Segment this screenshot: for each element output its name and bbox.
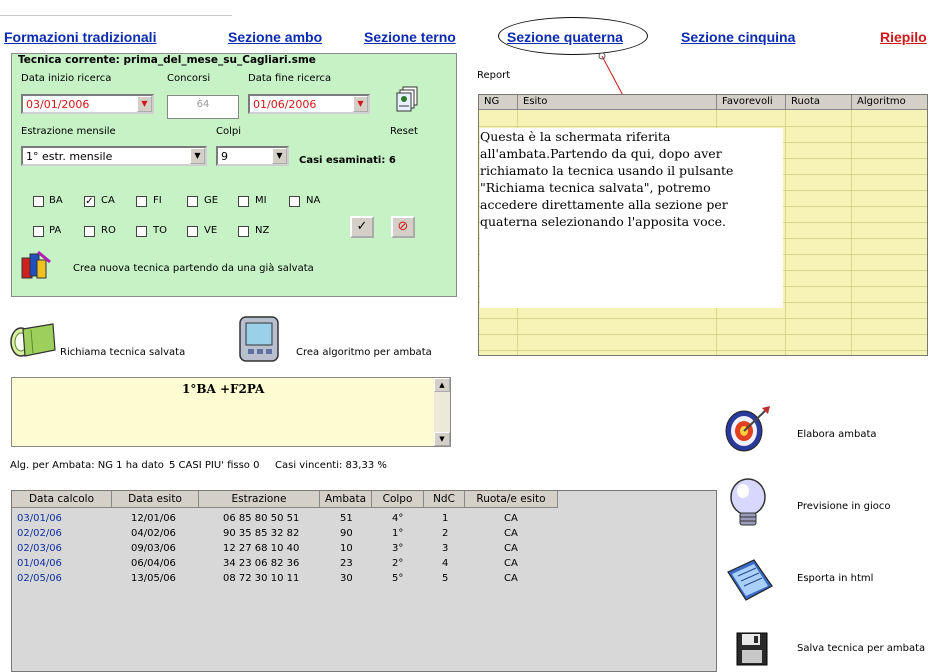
data-inizio-value: 03/01/2006 <box>26 98 90 111</box>
cell-colpo: 4° <box>392 513 404 524</box>
cell-ndc: 5 <box>442 573 449 584</box>
flashlight-icon[interactable] <box>9 316 59 362</box>
checkbox-label: BA <box>49 195 63 206</box>
no-entry-icon: ⊘ <box>397 219 409 234</box>
checkbox-label: TO <box>153 225 167 236</box>
summary-vincenti: Casi vincenti: 83,33 % <box>275 460 387 471</box>
formula-text: 1°BA +F2PA <box>182 382 265 396</box>
cell-colpo: 2° <box>392 558 404 569</box>
data-fine-value: 01/06/2006 <box>253 98 317 111</box>
cell-data-calcolo: 02/03/06 <box>17 543 62 554</box>
checkbox-na[interactable] <box>289 196 300 207</box>
cell-data-esito: 06/04/06 <box>131 558 176 569</box>
cell-data-esito: 13/05/06 <box>131 573 176 584</box>
nav-riepilogo[interactable]: Riepilo <box>880 29 927 45</box>
checkbox-fi[interactable] <box>136 196 147 207</box>
estrazione-value: 1° estr. mensile <box>26 150 113 163</box>
nav-sezione-cinquina[interactable]: Sezione cinquina <box>681 29 796 45</box>
cell-colpo: 1° <box>392 528 404 539</box>
chevron-down-icon[interactable]: ▼ <box>353 96 368 112</box>
grid-line <box>851 110 852 356</box>
col-data-calcolo[interactable]: Data calcolo <box>12 491 112 508</box>
cell-data-calcolo: 01/04/06 <box>17 558 62 569</box>
checkbox-pa[interactable] <box>33 226 44 237</box>
nuova-tecnica-icon[interactable] <box>20 248 54 282</box>
concorsi-field <box>167 95 239 119</box>
cell-ruota-esito: CA <box>504 558 518 569</box>
checkbox-mi[interactable] <box>238 196 249 207</box>
data-inizio-select[interactable] <box>21 94 154 114</box>
checkbox-ba[interactable] <box>33 196 44 207</box>
grid-line <box>479 350 928 351</box>
check-icon: ✓ <box>356 219 368 234</box>
top-divider <box>0 15 232 16</box>
formula-scrollbar[interactable] <box>434 378 450 446</box>
cell-estrazione: 06 85 80 50 51 <box>223 513 300 524</box>
col-ndc[interactable]: NdC <box>424 491 465 508</box>
cell-estrazione: 08 72 30 10 11 <box>223 573 300 584</box>
panel-title: Tecnica corrente: prima_del_mese_su_Cagliari.sme <box>18 54 316 66</box>
reset-icon[interactable] <box>396 86 420 114</box>
checkbox-label: RO <box>101 225 116 236</box>
note-line: richiamato la tecnica usando il pulsante <box>480 163 734 178</box>
report-label: Report <box>477 70 511 81</box>
checkbox-ve[interactable] <box>187 226 198 237</box>
cell-ambata: 10 <box>340 543 353 554</box>
note-line: Questa è la schermata riferita <box>480 129 671 144</box>
data-fine-select[interactable] <box>248 94 370 114</box>
scroll-down-icon[interactable]: ▼ <box>434 432 450 446</box>
checkbox-ca[interactable]: ✓ <box>85 196 94 207</box>
pda-icon[interactable] <box>237 314 283 364</box>
cell-ambata: 23 <box>340 558 353 569</box>
cancel-button[interactable] <box>391 216 415 238</box>
report-col-favorevoli[interactable]: Favorevoli <box>717 95 786 110</box>
checkbox-label: VE <box>204 225 218 236</box>
checkbox-label: NZ <box>255 225 270 236</box>
report-col-algoritmo[interactable]: Algoritmo <box>852 95 928 110</box>
checkbox-label: GE <box>204 195 219 206</box>
col-data-esito[interactable]: Data esito <box>112 491 199 508</box>
cell-ruota-esito: CA <box>504 513 518 524</box>
book-icon[interactable] <box>724 556 776 606</box>
colpi-select[interactable] <box>216 146 289 166</box>
cell-data-esito: 09/03/06 <box>131 543 176 554</box>
cell-ndc: 4 <box>442 558 449 569</box>
cell-colpo: 5° <box>392 573 404 584</box>
col-ruota-esito[interactable]: Ruota/e esito <box>465 491 558 508</box>
nav-sezione-terno[interactable]: Sezione terno <box>364 29 456 45</box>
note-line: "Richiama tecnica salvata", potremo <box>480 180 711 195</box>
nav-formazioni-tradizionali[interactable]: Formazioni tradizionali <box>4 29 157 45</box>
concorsi-value: 64 <box>196 99 210 110</box>
lightbulb-icon[interactable] <box>727 477 771 529</box>
colpi-value: 9 <box>221 150 228 163</box>
cell-ndc: 1 <box>442 513 449 524</box>
crea-algoritmo-label[interactable]: Crea algoritmo per ambata <box>296 347 432 358</box>
chevron-down-icon[interactable]: ▼ <box>137 96 152 112</box>
checkbox-label: NA <box>306 195 321 206</box>
reset-label[interactable]: Reset <box>390 126 418 137</box>
nav-sezione-quaterna[interactable]: Sezione quaterna <box>507 29 623 45</box>
casi-esaminati: Casi esaminati: 6 <box>299 155 396 166</box>
note-line: quaterna selezionando l'apposita voce. <box>480 214 726 229</box>
cell-ndc: 3 <box>442 543 449 554</box>
chevron-down-icon[interactable]: ▼ <box>190 148 205 164</box>
checkbox-label: FI <box>153 195 162 206</box>
estrazione-label: Estrazione mensile <box>21 126 116 137</box>
cell-data-calcolo: 02/05/06 <box>17 573 62 584</box>
note-line: all'ambata.Partendo da qui, dopo aver <box>480 146 722 161</box>
grid-line <box>785 110 786 356</box>
cell-data-calcolo: 03/01/06 <box>17 513 62 524</box>
checkbox-ro[interactable] <box>84 226 95 237</box>
previsione-label[interactable]: Previsione in gioco <box>797 501 891 512</box>
formula-textarea[interactable] <box>11 377 451 447</box>
checkbox-label: CA <box>101 195 115 206</box>
concorsi-label: Concorsi <box>167 73 211 84</box>
cell-colpo: 3° <box>392 543 404 554</box>
salva-tecnica-label[interactable]: Salva tecnica per ambata <box>797 643 926 654</box>
data-fine-label: Data fine ricerca <box>248 73 332 84</box>
report-col-esito[interactable]: Esito <box>518 95 717 110</box>
nuova-tecnica-label[interactable]: Crea nuova tecnica partendo da una già salvata <box>73 263 314 274</box>
scroll-up-icon[interactable]: ▲ <box>434 378 450 392</box>
richiama-tecnica-label[interactable]: Richiama tecnica salvata <box>60 347 186 358</box>
colpi-label: Colpi <box>216 126 242 137</box>
confirm-button[interactable] <box>350 216 374 238</box>
cell-ambata: 30 <box>340 573 353 584</box>
tecnica-panel <box>11 53 457 297</box>
summary-alg: Alg. per Ambata: NG 1 ha dato <box>10 460 164 471</box>
cell-data-calcolo: 02/02/06 <box>17 528 62 539</box>
esporta-label[interactable]: Esporta in html <box>797 573 874 584</box>
col-estrazione[interactable]: Estrazione <box>199 491 320 508</box>
cell-ambata: 51 <box>340 513 353 524</box>
estrazione-select[interactable] <box>21 146 207 166</box>
checkbox-to[interactable] <box>136 226 147 237</box>
checkbox-nz[interactable] <box>238 226 249 237</box>
grid-line <box>479 318 928 319</box>
cell-data-esito: 04/02/06 <box>131 528 176 539</box>
report-col-ng[interactable]: NG <box>479 95 518 110</box>
cell-ruota-esito: CA <box>504 573 518 584</box>
elabora-ambata-label[interactable]: Elabora ambata <box>797 429 877 440</box>
cell-ruota-esito: CA <box>504 543 518 554</box>
nav-sezione-ambo[interactable]: Sezione ambo <box>228 29 323 45</box>
grid-line <box>479 334 928 335</box>
cell-estrazione: 12 27 68 10 40 <box>223 543 300 554</box>
results-table[interactable] <box>11 490 717 672</box>
chevron-down-icon[interactable]: ▼ <box>272 148 287 164</box>
checkbox-label: MI <box>255 195 267 206</box>
checkbox-label: PA <box>49 225 62 236</box>
floppy-save-icon[interactable] <box>735 631 771 669</box>
report-col-ruota[interactable]: Ruota <box>786 95 852 110</box>
target-icon[interactable] <box>722 404 772 454</box>
cell-ambata: 90 <box>340 528 353 539</box>
col-ambata[interactable]: Ambata <box>320 491 372 508</box>
col-colpo[interactable]: Colpo <box>372 491 424 508</box>
cell-ruota-esito: CA <box>504 528 518 539</box>
data-inizio-label: Data inizio ricerca <box>21 73 112 84</box>
checkbox-ge[interactable] <box>187 196 198 207</box>
summary-casi-piu: 5 CASI PIU' fisso 0 <box>169 460 260 471</box>
cell-estrazione: 90 35 85 32 82 <box>223 528 300 539</box>
cell-ndc: 2 <box>442 528 449 539</box>
note-line: accedere direttamente alla sezione per <box>480 197 728 212</box>
cell-data-esito: 12/01/06 <box>131 513 176 524</box>
cell-estrazione: 34 23 06 82 36 <box>223 558 300 569</box>
grid-line <box>479 126 928 127</box>
annotation-note <box>480 128 783 308</box>
